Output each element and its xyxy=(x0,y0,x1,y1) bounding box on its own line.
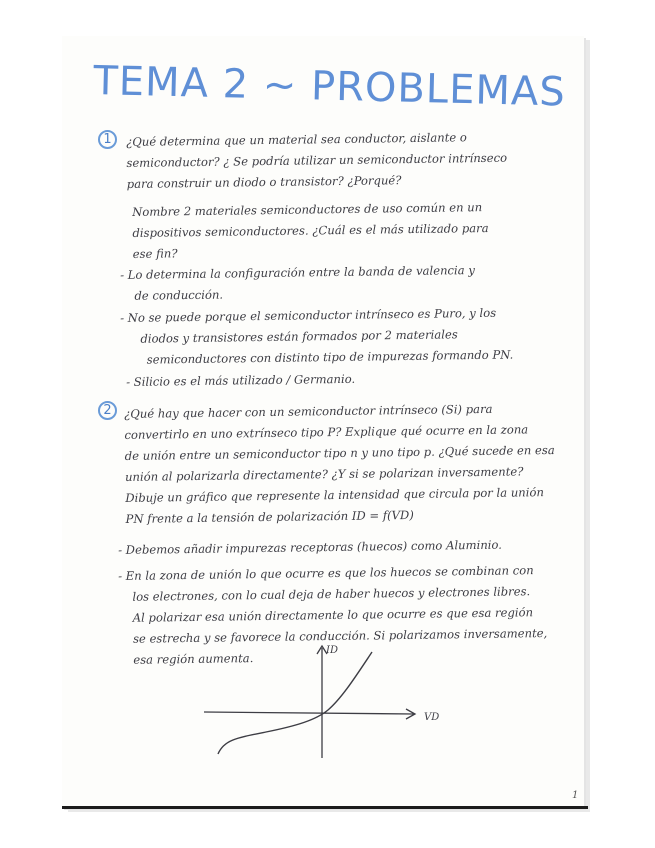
answer-line: los electrones, con lo cual deja de haber huecos y electrones libres. xyxy=(132,584,531,604)
problem-1-answer-1 xyxy=(120,260,475,307)
problem-1-answer-3 xyxy=(126,369,355,393)
problem-2-question-line: PN frente a la tensión de polarización ID = f(VD) xyxy=(125,507,414,526)
graph-y-label: ID xyxy=(326,645,338,656)
page-title: TEMA 2 ~ PROBLEMAS xyxy=(92,58,567,116)
problem-1-question-line: para construir un diodo o transistor? ¿Porqué? xyxy=(126,173,402,191)
answer-line: Al polarizar esa unión directamente lo que ocurre es que esa región xyxy=(132,605,534,625)
answer-line: esa región aumenta. xyxy=(133,651,254,667)
answer-line: - No se puede porque el semiconductor intrínseco es Puro, y los xyxy=(120,305,497,325)
answer-line: - Silicio es el más utilizado / Germanio. xyxy=(126,371,356,389)
answer-line: de conducción. xyxy=(134,287,224,303)
diode-curve xyxy=(218,652,372,754)
answer-line: semiconductores con distinto tipo de impurezas formando PN. xyxy=(146,347,514,367)
problem-1-question2-line: Nombre 2 materiales semiconductores de uso común en un xyxy=(132,200,483,219)
problem-2-question-line: unión al polarizarla directamente? ¿Y si se polarizan inversamente? xyxy=(124,464,524,484)
answer-line: - Debemos añadir impurezas receptoras (huecos) como Aluminio. xyxy=(118,537,503,557)
problem-1-question-line: ¿Qué determina que un material sea conductor, aislante o xyxy=(126,130,467,149)
answer-line: se estrecha y se favorece la conducción. Si polarizamos inversamente, xyxy=(132,626,548,646)
problem-2-number: 2 xyxy=(98,401,117,420)
problem-2-question-line: ¿Qué hay que hacer con un semiconductor intrínseco (Si) para xyxy=(124,401,493,421)
problem-2-question xyxy=(124,398,556,530)
problem-2-question-line: de unión entre un semiconductor tipo n y uno tipo p. ¿Qué sucede en esa xyxy=(124,442,555,463)
problem-1-question2-line: dispositivos semiconductores. ¿Cuál es el más utilizado para xyxy=(132,221,489,240)
problem-1-number: 1 xyxy=(98,130,117,149)
page-bottom-edge xyxy=(62,806,588,809)
answer-line: diodos y transistores están formados por 2 materiales xyxy=(140,327,458,346)
problem-1-answer-2 xyxy=(120,303,513,371)
problem-1-question2-line: ese fin? xyxy=(132,246,178,261)
answer-line: - Lo determina la configuración entre la banda de valencia y xyxy=(120,263,475,282)
problem-1-question xyxy=(126,127,507,195)
answer-line: - En la zona de unión lo que ocurre es que los huecos se combinan con xyxy=(118,563,534,583)
graph-x-label: VD xyxy=(424,712,440,723)
iv-curve-sketch xyxy=(196,640,456,760)
page-number: 1 xyxy=(572,790,579,801)
x-axis xyxy=(204,712,414,714)
problem-2-question-line: convertirlo en uno extrínseco tipo P? Explique qué ocurre en la zona xyxy=(124,422,529,442)
problem-1-question-2 xyxy=(132,197,489,265)
problem-1-question-line: semiconductor? ¿ Se podría utilizar un semiconductor intrínseco xyxy=(126,150,508,170)
problem-2-question-line: Dibuje un gráfico que represente la intensidad que circula por la unión xyxy=(125,485,544,505)
